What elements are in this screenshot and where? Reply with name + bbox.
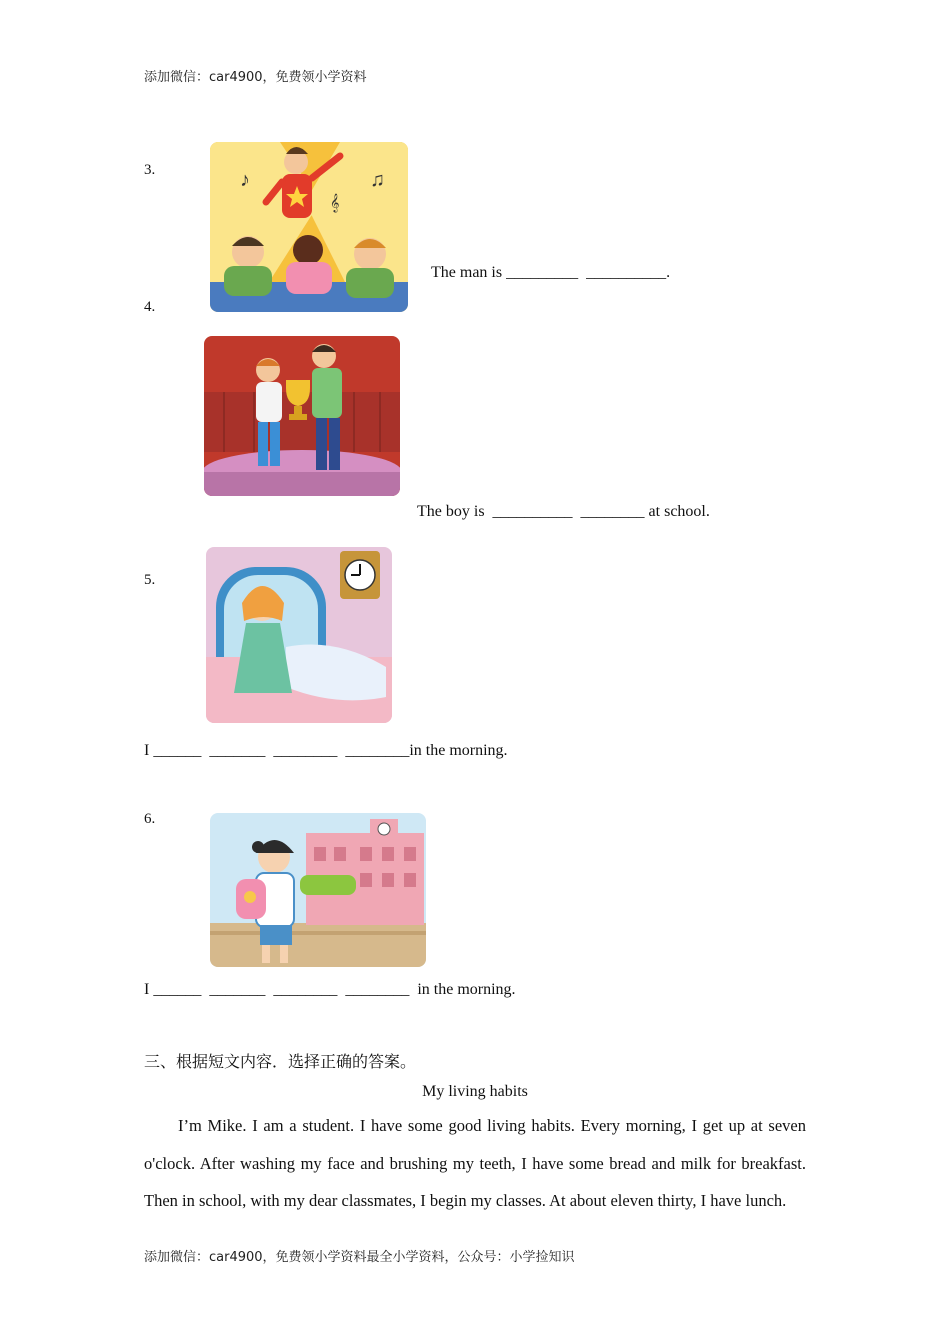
singer-picture xyxy=(210,142,408,312)
item-6-sentence: I ______ _______ ________ ________ in the morning. xyxy=(144,981,516,998)
item-4-sentence: The boy is __________ ________ at school. xyxy=(417,503,710,520)
item-5-sentence: I ______ _______ ________ ________in the morning. xyxy=(144,742,508,759)
passage-title: My living habits xyxy=(422,1083,528,1100)
passage-body xyxy=(144,1107,806,1220)
item-3-sentence: The man is _________ __________. xyxy=(431,264,671,281)
go-to-school-picture xyxy=(210,813,426,967)
page-footer: 添加微信：car4900，免费领小学资料最全小学资料，公众号：小学捡知识 xyxy=(144,1250,575,1265)
svg-text:𝄞: 𝄞 xyxy=(330,195,340,212)
trophy-picture xyxy=(204,336,400,496)
item-number-6: 6. xyxy=(144,811,156,827)
item-number-4: 4. xyxy=(144,299,156,315)
wake-up-picture xyxy=(206,547,392,723)
svg-text:♪: ♪ xyxy=(240,169,250,191)
item-number-3: 3. xyxy=(144,162,156,178)
section-heading: 三、根据短文内容．选择正确的答案。 xyxy=(144,1052,417,1071)
svg-text:♫: ♫ xyxy=(370,169,385,191)
passage-paragraph: I’m Mike. I am a student. I have some good living habits. Every morning, I get up at seven o'clock. After washing my face and brushing my teeth, I have some bread and milk for breakfast. Then in school, with my dear classmates, I begin my classes. At about eleven thirty, I have lunch. xyxy=(144,1116,806,1210)
item-number-5: 5. xyxy=(144,572,156,588)
page-header: 添加微信：car4900，免费领小学资料 xyxy=(144,70,367,85)
